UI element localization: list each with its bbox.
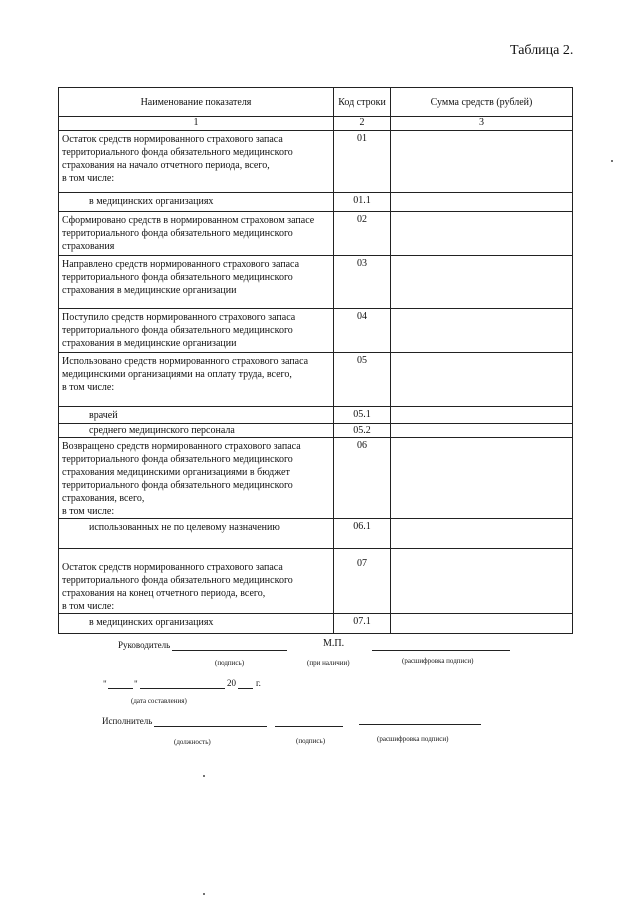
row-sum [391,549,573,614]
table-row [59,424,573,438]
date-year-line [238,688,253,689]
table-row [59,519,573,549]
row-code: 02 [334,212,391,256]
table-row [59,193,573,212]
row-code: 01 [334,131,391,193]
hint-decode-2: (расшифровка подписи) [377,735,449,743]
row-code: 05.1 [334,407,391,424]
row-code: 01.1 [334,193,391,212]
row-sum [391,519,573,549]
row-code: 07 [334,549,391,614]
table-row [59,438,573,519]
row-code: 05.2 [334,424,391,438]
row-sum [391,193,573,212]
row-sum [391,131,573,193]
date-year-suffix: г. [256,678,261,688]
header-indicator-name: Наименование показателя [59,88,334,117]
table-row [59,353,573,407]
hint-signature-2: (подпись) [296,737,326,745]
row-name: Возвращено средств нормированного страхового запаса территориального фонда обязательного медицинского страхования медицинскими организациями в бюджет территориального фонда обязательного медицинского страхования, всего, в том числе: [59,438,334,519]
header-sum: Сумма средств (рублей) [391,88,573,117]
date-day-line [108,688,133,689]
row-name: Направлено средств нормированного страхового запаса территориального фонда обязательного медицинского страхования в медицинские организации [59,256,334,309]
row-sum [391,614,573,634]
row-name: Остаток средств нормированного страхового запаса территориального фонда обязательного медицинского страхования на конец отчетного периода, всего, в том числе: [59,549,334,614]
row-code: 07.1 [334,614,391,634]
hint-date: (дата составления) [131,697,187,705]
row-name: среднего медицинского персонала [59,424,334,438]
date-month-line [140,688,225,689]
scan-speck [203,893,205,895]
row-sum [391,438,573,519]
row-sum [391,407,573,424]
scan-speck [611,160,613,162]
executor-signature-line [275,726,343,727]
column-number-2: 2 [334,117,391,131]
row-name: Поступило средств нормированного страхового запаса территориального фонда обязательного медицинского страхования в медицинские организации [59,309,334,353]
table-caption: Таблица 2. [510,43,574,58]
row-sum [391,309,573,353]
row-name: использованных не по целевому назначению [59,519,334,549]
head-decode-line [372,650,510,651]
table-row [59,614,573,634]
table-row [59,256,573,309]
row-name: Использовано средств нормированного страхового запаса медицинскими организациями на оплату труда, всего, в том числе: [59,353,334,407]
row-sum [391,424,573,438]
row-code: 05 [334,353,391,407]
column-number-1: 1 [59,117,334,131]
table-row [59,407,573,424]
stamp-label: М.П. [323,638,345,649]
table-row [59,131,573,193]
fund-table [58,87,573,634]
row-name: в медицинских организациях [59,614,334,634]
table-row [59,309,573,353]
table-row [59,549,573,614]
header-row-code: Код строки [334,88,391,117]
row-name: врачей [59,407,334,424]
row-code: 03 [334,256,391,309]
column-numbers-row [59,117,573,131]
scan-speck [203,775,205,777]
hint-signature: (подпись) [215,659,245,667]
row-code: 06.1 [334,519,391,549]
hint-decode: (расшифровка подписи) [402,657,474,665]
row-name: Сформировано средств в нормированном страховом запасе территориального фонда обязательного медицинского страхования [59,212,334,256]
row-sum [391,212,573,256]
row-code: 04 [334,309,391,353]
date-quote-open: " [103,679,107,689]
hint-if-any: (при наличии) [307,659,350,667]
head-signature-line [172,650,287,651]
date-year-prefix: 20 [227,678,236,688]
column-number-3: 3 [391,117,573,131]
table-header-row [59,88,573,117]
row-name: Остаток средств нормированного страхового запаса территориального фонда обязательного медицинского страхования на начало отчетного периода, всего, в том числе: [59,131,334,193]
executor-position-line [154,726,267,727]
head-label: Руководитель [118,640,171,650]
table-row [59,212,573,256]
executor-decode-line [359,724,481,725]
row-sum [391,353,573,407]
date-quote-close: " [134,679,138,689]
hint-position: (должность) [174,738,211,746]
row-name: в медицинских организациях [59,193,334,212]
row-sum [391,256,573,309]
executor-label: Исполнитель [102,716,153,726]
row-code: 06 [334,438,391,519]
